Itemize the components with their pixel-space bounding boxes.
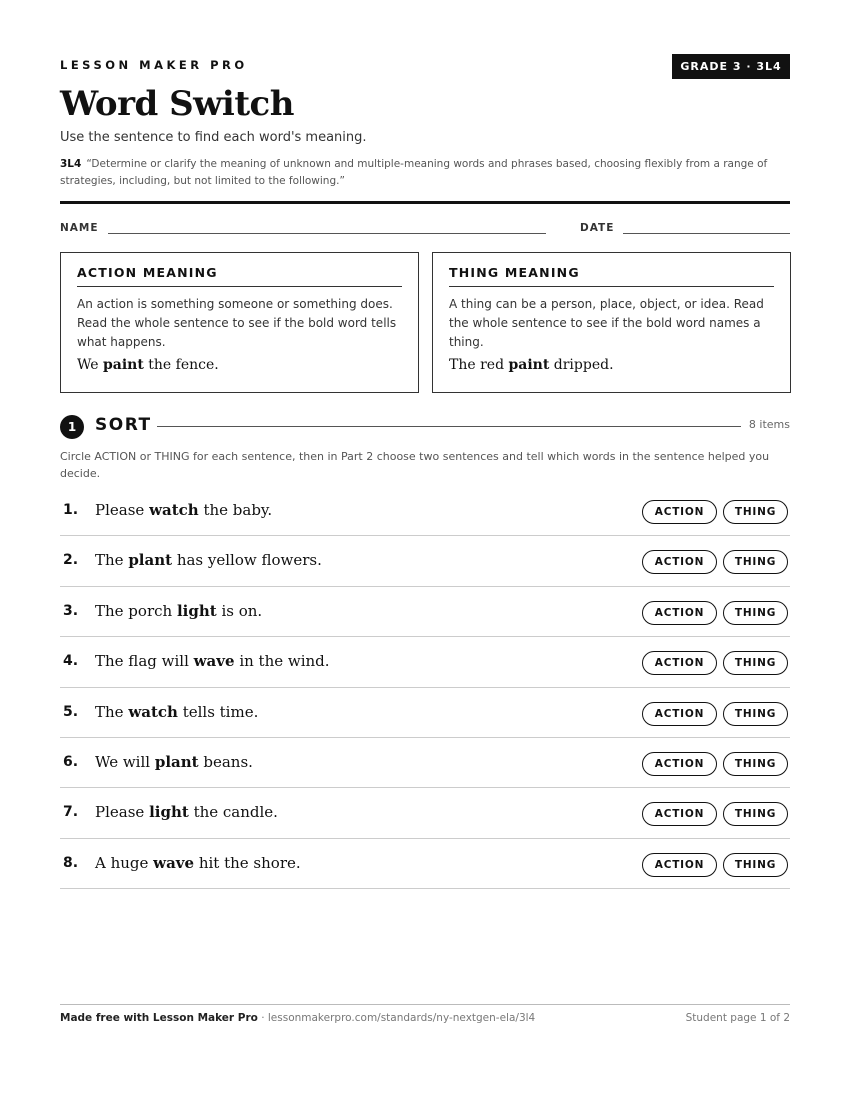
sentence-text: hit the shore. bbox=[194, 853, 301, 872]
item-sentence bbox=[95, 501, 272, 519]
sentence-text: the candle. bbox=[188, 803, 278, 822]
section-title: SORT bbox=[95, 415, 152, 435]
action-meaning-example bbox=[77, 357, 402, 373]
sentence-row bbox=[60, 637, 790, 687]
footer-url[interactable]: · lessonmakerpro.com/standards/ny-nextgen-ela/3l4 bbox=[257, 1012, 536, 1024]
sentence-bold-word: watch bbox=[128, 702, 178, 721]
date-label: DATE bbox=[580, 222, 615, 234]
sentence-text: the baby. bbox=[198, 501, 273, 519]
thing-choice-button[interactable]: THING bbox=[723, 752, 788, 776]
item-sentence bbox=[95, 753, 253, 771]
sentence-text: The flag will bbox=[95, 652, 194, 671]
sentence-text: in the wind. bbox=[234, 652, 330, 671]
item-number: 7. bbox=[63, 804, 79, 821]
sentence-row bbox=[60, 839, 790, 889]
example-text: the fence. bbox=[143, 357, 219, 373]
page-number: Student page 1 of 2 bbox=[685, 1012, 790, 1024]
sentence-row bbox=[60, 587, 790, 637]
action-meaning-text: An action is something someone or something does. Read the whole sentence to see if the bold word tells what happens. bbox=[77, 297, 397, 349]
example-text: We bbox=[77, 357, 103, 373]
action-choice-button[interactable]: ACTION bbox=[642, 601, 717, 625]
thing-choice-button[interactable]: THING bbox=[723, 853, 788, 877]
action-choice-button[interactable]: ACTION bbox=[642, 500, 717, 524]
example-bold-word: paint bbox=[508, 357, 550, 373]
item-number: 4. bbox=[63, 653, 79, 670]
standard-description bbox=[60, 156, 790, 190]
footer-made-with: Made free with Lesson Maker Pro bbox=[60, 1012, 258, 1024]
item-number: 1. bbox=[63, 502, 79, 518]
standard-text: “Determine or clarify the meaning of unknown and multiple-meaning words and phrases based, choosing flexibly from a range of strategies, including, but not limited to the following.” bbox=[60, 158, 768, 187]
thing-meaning-example bbox=[449, 357, 774, 373]
action-choice-button[interactable]: ACTION bbox=[642, 752, 717, 776]
name-date-row bbox=[60, 222, 790, 238]
footer-divider bbox=[60, 1004, 790, 1005]
thing-choice-button[interactable]: THING bbox=[723, 500, 788, 524]
sentence-bold-word: wave bbox=[193, 652, 235, 671]
sentence-text: The bbox=[95, 551, 129, 570]
action-choice-button[interactable]: ACTION bbox=[642, 702, 717, 726]
section-header bbox=[60, 413, 790, 439]
sentence-list bbox=[60, 486, 790, 889]
item-number: 5. bbox=[63, 703, 79, 720]
thing-choice-button[interactable]: THING bbox=[723, 601, 788, 625]
sentence-text: The bbox=[95, 702, 129, 721]
action-meaning-title: ACTION MEANING bbox=[77, 265, 402, 287]
action-choice-button[interactable]: ACTION bbox=[642, 651, 717, 675]
sentence-bold-word: light bbox=[149, 803, 189, 822]
section-instructions: Circle ACTION or THING for each sentence, then in Part 2 choose two sentences and tell which words in the sentence helped you decide. bbox=[60, 450, 770, 480]
item-sentence bbox=[95, 652, 330, 670]
section-number-badge: 1 bbox=[60, 415, 84, 439]
sentence-text: Please bbox=[95, 501, 150, 519]
name-label: NAME bbox=[60, 222, 99, 234]
example-text: dripped. bbox=[549, 357, 614, 373]
sentence-row bbox=[60, 738, 790, 788]
action-meaning-box bbox=[60, 252, 419, 393]
sentence-text: A huge bbox=[95, 853, 154, 872]
date-field[interactable] bbox=[623, 233, 790, 234]
thing-meaning-box bbox=[432, 252, 791, 393]
page-title: Word Switch bbox=[60, 84, 294, 124]
thing-meaning-title: THING MEANING bbox=[449, 265, 774, 287]
footer-credit bbox=[60, 1012, 535, 1024]
sentence-row bbox=[60, 688, 790, 738]
example-bold-word: paint bbox=[102, 357, 144, 373]
item-sentence bbox=[95, 854, 301, 872]
sentence-row bbox=[60, 536, 790, 586]
sentence-text: beans. bbox=[198, 752, 253, 771]
sentence-bold-word: plant bbox=[154, 752, 199, 771]
item-number: 6. bbox=[63, 753, 79, 770]
item-sentence bbox=[95, 703, 258, 721]
action-choice-button[interactable]: ACTION bbox=[642, 802, 717, 826]
thing-choice-button[interactable]: THING bbox=[723, 702, 788, 726]
sentence-text: The porch bbox=[95, 601, 177, 620]
sentence-row bbox=[60, 486, 790, 536]
thing-meaning-text: A thing can be a person, place, object, or idea. Read the whole sentence to see if the bold word names a thing. bbox=[449, 297, 764, 349]
sentence-text: has yellow flowers. bbox=[172, 551, 322, 570]
sentence-bold-word: wave bbox=[153, 853, 195, 872]
header-divider bbox=[60, 201, 790, 204]
worksheet-page bbox=[60, 0, 790, 1100]
thing-choice-button[interactable]: THING bbox=[723, 651, 788, 675]
thing-choice-button[interactable]: THING bbox=[723, 550, 788, 574]
item-number: 3. bbox=[63, 602, 79, 619]
sentence-row bbox=[60, 788, 790, 838]
action-choice-button[interactable]: ACTION bbox=[642, 550, 717, 574]
brand-name: LESSON MAKER PRO bbox=[60, 58, 248, 72]
sentence-text: tells time. bbox=[177, 702, 259, 721]
name-field[interactable] bbox=[108, 233, 546, 234]
thing-choice-button[interactable]: THING bbox=[723, 802, 788, 826]
sentence-bold-word: plant bbox=[128, 551, 173, 570]
sentence-bold-word: watch bbox=[149, 501, 199, 519]
sentence-text: Please bbox=[95, 803, 150, 822]
sentence-text: We will bbox=[95, 752, 155, 771]
action-choice-button[interactable]: ACTION bbox=[642, 853, 717, 877]
section-divider bbox=[157, 426, 741, 427]
item-sentence bbox=[95, 803, 278, 821]
sentence-text: is on. bbox=[216, 601, 263, 620]
standard-code: 3L4 bbox=[60, 158, 82, 170]
example-text: The red bbox=[449, 357, 509, 373]
sentence-bold-word: light bbox=[176, 601, 217, 620]
grade-badge: GRADE 3 · 3L4 bbox=[672, 54, 790, 79]
page-subtitle: Use the sentence to find each word's meaning. bbox=[60, 130, 367, 145]
item-sentence bbox=[95, 551, 322, 569]
item-count: 8 items bbox=[748, 418, 790, 431]
item-number: 2. bbox=[63, 552, 79, 569]
item-sentence bbox=[95, 602, 262, 620]
item-number: 8. bbox=[63, 854, 79, 871]
